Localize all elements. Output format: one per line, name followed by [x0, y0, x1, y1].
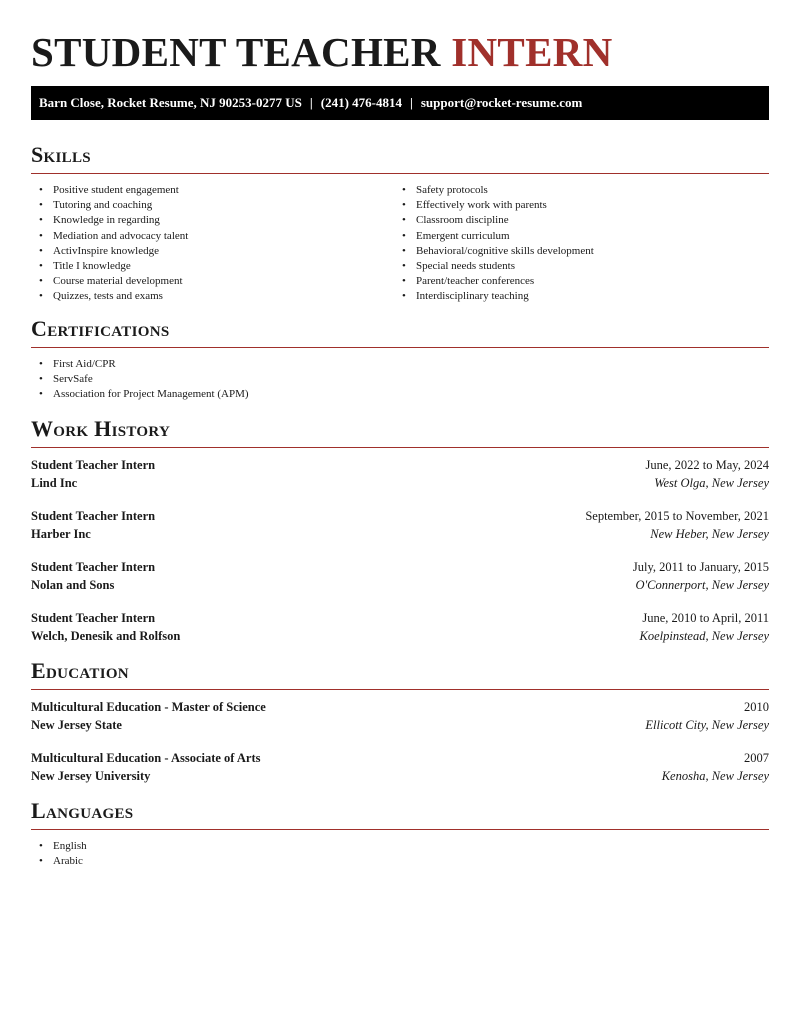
- job-dates: September, 2015 to November, 2021: [585, 509, 769, 523]
- skill-item: • Effectively work with parents: [394, 198, 757, 213]
- resume-page: [31, 0, 769, 868]
- education-degree: Multicultural Education - Master of Science: [31, 700, 266, 714]
- section-divider: [31, 689, 769, 690]
- job-location: O'Connerport, New Jersey: [635, 578, 769, 592]
- job-dates: July, 2011 to January, 2015: [632, 560, 769, 574]
- certification-item: • First Aid/CPR: [31, 357, 769, 372]
- skill-item: • Parent/teacher conferences: [394, 274, 757, 289]
- education-location: Ellicott City, New Jersey: [645, 718, 769, 732]
- skill-item: • Positive student engagement: [31, 183, 394, 198]
- job-company: Lind Inc: [31, 476, 78, 490]
- work-history-section: [31, 415, 769, 645]
- education-degree: Multicultural Education - Associate of Arts: [31, 751, 261, 765]
- skills-columns: [31, 183, 769, 305]
- skills-section: [31, 141, 769, 305]
- education-location: Kenosha, New Jersey: [661, 769, 769, 783]
- education-year: 2010: [744, 700, 769, 714]
- skill-item: • Interdisciplinary teaching: [394, 289, 757, 304]
- job-role: Student Teacher Intern: [31, 611, 156, 625]
- certifications-heading: Certifications: [31, 316, 170, 341]
- contact-bar: [31, 86, 769, 120]
- job-company: Welch, Denesik and Rolfson: [31, 629, 181, 643]
- job-dates: June, 2022 to May, 2024: [645, 458, 769, 472]
- contact-separator: |: [410, 95, 413, 110]
- skill-item: • Quizzes, tests and exams: [31, 289, 394, 304]
- skill-item: • Course material development: [31, 274, 394, 289]
- certification-item: • Association for Project Management (APM): [31, 387, 769, 402]
- skill-item: • ActivInspire knowledge: [31, 244, 394, 259]
- education-entry: [31, 749, 769, 785]
- section-divider: [31, 829, 769, 830]
- skills-list-left: [31, 183, 394, 305]
- skill-item: • Tutoring and coaching: [31, 198, 394, 213]
- job-dates: June, 2010 to April, 2011: [642, 611, 769, 625]
- language-item: • English: [31, 839, 769, 854]
- job-location: New Heber, New Jersey: [650, 527, 769, 541]
- education-year: 2007: [744, 751, 769, 765]
- education-heading: Education: [31, 658, 129, 683]
- education-school: New Jersey State: [31, 718, 122, 732]
- skill-item: • Behavioral/cognitive skills development: [394, 244, 757, 259]
- skill-item: • Title I knowledge: [31, 259, 394, 274]
- skill-item: • Safety protocols: [394, 183, 757, 198]
- certifications-list: [31, 357, 769, 403]
- languages-section: [31, 797, 769, 869]
- job-role: Student Teacher Intern: [31, 560, 156, 574]
- job-location: West Olga, New Jersey: [654, 476, 769, 490]
- job-location: Koelpinstead, New Jersey: [639, 629, 769, 643]
- skill-item: • Mediation and advocacy talent: [31, 229, 394, 244]
- certification-item: • ServSafe: [31, 372, 769, 387]
- contact-address: Barn Close, Rocket Resume, NJ 90253-0277 US: [39, 95, 302, 110]
- contact-phone: (241) 476-4814: [320, 95, 402, 110]
- education-entry: [31, 698, 769, 734]
- contact-email: support@rocket-resume.com: [420, 95, 583, 110]
- section-divider: [31, 347, 769, 348]
- languages-heading: Languages: [31, 798, 134, 823]
- section-divider: [31, 173, 769, 174]
- certifications-section: [31, 315, 769, 403]
- education-section: [31, 657, 769, 785]
- skills-list-right: [394, 183, 757, 305]
- job-entry: [31, 609, 769, 645]
- title-main: STUDENT TEACHER: [31, 29, 441, 75]
- education-school: New Jersey University: [31, 769, 151, 783]
- contact-separator: |: [309, 95, 313, 110]
- section-divider: [31, 447, 769, 448]
- language-item: • Arabic: [31, 854, 769, 869]
- skill-item: • Knowledge in regarding: [31, 213, 394, 228]
- skill-item: • Emergent curriculum: [394, 229, 757, 244]
- job-role: Student Teacher Intern: [31, 458, 156, 472]
- job-entry: [31, 456, 769, 492]
- job-company: Harber Inc: [31, 527, 91, 541]
- skills-heading: Skills: [31, 142, 91, 167]
- skill-item: • Special needs students: [394, 259, 757, 274]
- job-entry: [31, 558, 769, 594]
- title-accent: INTERN: [451, 29, 613, 75]
- job-role: Student Teacher Intern: [31, 509, 156, 523]
- work-history-heading: Work History: [31, 416, 171, 441]
- job-company: Nolan and Sons: [31, 578, 115, 592]
- skill-item: • Classroom discipline: [394, 213, 757, 228]
- job-entry: [31, 507, 769, 543]
- resume-title: [31, 28, 769, 76]
- languages-list: [31, 839, 769, 869]
